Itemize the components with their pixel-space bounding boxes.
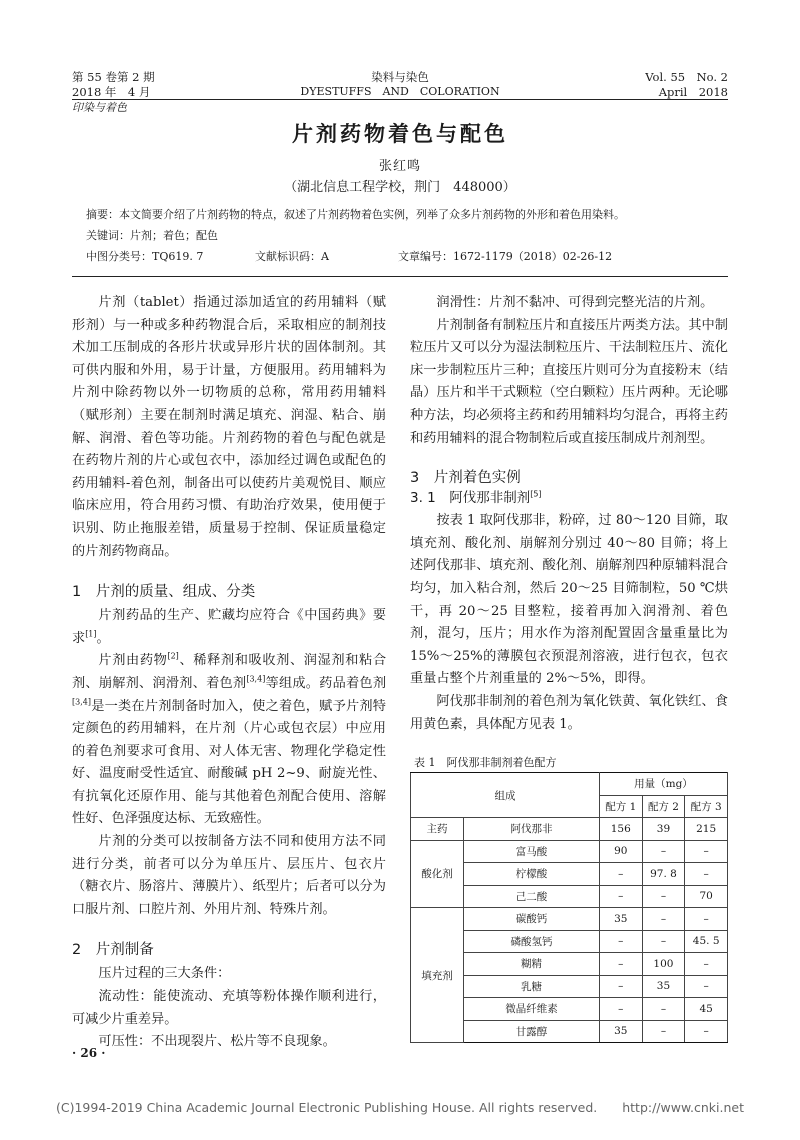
affiliation: （湖北信息工程学校，荆门 448000） [284, 180, 516, 195]
journal-name-cn: 染料与染色 [371, 70, 429, 84]
table-cell: 35 [599, 1020, 642, 1043]
table-cell: – [642, 998, 685, 1021]
table-header-formula: 配方 3 [685, 795, 728, 818]
table-cell: – [685, 863, 728, 886]
table-cell: 215 [685, 818, 728, 841]
right-column [410, 292, 728, 736]
table-cell: 39 [642, 818, 685, 841]
table-1-caption: 表 1 阿伐那非制剂着色配方 [414, 756, 557, 769]
issue-date: 2018 年 4 月 [72, 85, 151, 99]
table-ingredient: 甘露醇 [464, 1020, 600, 1043]
table-cell: – [685, 1020, 728, 1043]
issue-date-en: April 2018 [658, 85, 728, 99]
section-1-paragraph-1: 片剂药品的生产、贮藏均应符合《中国药典》要求[1]。 [72, 608, 386, 646]
table-category: 酸化剂 [411, 840, 464, 908]
table-cell: 35 [599, 908, 642, 931]
abstract: 摘要：本文简要介绍了片剂药物的特点，叙述了片剂药物着色实例，列举了众多片剂药物的外形和着色用染料。 [86, 208, 625, 221]
table-header-formula: 配方 1 [599, 795, 642, 818]
header-rule [72, 99, 728, 100]
table-cell: – [685, 908, 728, 931]
table-row [411, 908, 728, 931]
table-header-composition: 组成 [411, 773, 600, 818]
table-cell: – [642, 885, 685, 908]
table-header-formula: 配方 2 [642, 795, 685, 818]
table-cell: 45 [685, 998, 728, 1021]
table-row [411, 840, 728, 863]
table-ingredient: 柠檬酸 [464, 863, 600, 886]
table-cell: – [599, 930, 642, 953]
citation: [1] [85, 629, 97, 639]
table-cell: – [599, 885, 642, 908]
table-ingredient: 碳酸钙 [464, 908, 600, 931]
section-1-paragraph-2: 片剂由药物[2]、稀释剂和吸收剂、润湿剂和粘合剂、崩解剂、润滑剂、着色剂[3,4]等组成。药品着色剂[3,4]是一类在片剂制备时加入，使之着色，赋予片剂特定颜色的药用辅料，在片剂（片心或包衣层）中应用的着色剂要求可食用、对人体无害、物理化学稳定性好、温度耐受性适宜、耐酸碱 pH 2~9、耐旋光性、有抗氧化还原作用、能与其他着色剂配合使用、溶解性好、色泽强度达标、无致癌性。 [72, 651, 387, 827]
column-name: 印染与着色 [72, 101, 127, 114]
clc-number: 中图分类号：TQ619. 7 [86, 250, 204, 263]
intro-paragraph: 片剂（tablet）指通过添加适宜的药用辅料（赋形剂）与一种或多种药物混合后，采取相应的制剂技术加工压制成的各形片状或异形片状的固体制剂。其可供内服和外用，易于计量，方便服用。药用辅料为片剂中除药物以外一切物质的总称，常用药用辅料（赋形剂）主要在制剂时满足填充、润湿、粘合、崩解、润滑、着色等功能。片剂药物的着色与配色就是在药物片剂的片心或包衣中，添加经过调色或配色的药用辅料-着色剂，制备出可以使药片美观悦目、顺应临床应用，符合用药习惯、有助治疗效果，使用便于识别、防止拖服差错，质量易于控制、保证质量稳定的片剂药物商品。 [72, 295, 386, 559]
table-cell: – [685, 975, 728, 998]
table-cell: – [685, 840, 728, 863]
left-column [72, 292, 386, 1054]
table-category: 填充剂 [411, 908, 464, 1043]
table-cell: – [599, 953, 642, 976]
table-cell: – [599, 975, 642, 998]
table-1 [410, 772, 728, 1043]
lubricity-paragraph: 润滑性：片剂不黏冲、可得到完整光洁的片剂。 [436, 295, 714, 310]
document-code: 文献标识码：A [255, 250, 329, 263]
section-3-1-heading: 3. 1 阿伐那非制剂[5] [410, 489, 542, 507]
citation: [5] [530, 489, 542, 499]
preparation-paragraph: 片剂制备有制粒压片和直接压片两类方法。其中制粒压片又可以分为湿法制粒压片、干法制粒压片、流化床一步制粒压片三种；直接压片则可分为直接粉末（结晶）压片和半干式颗粒（空白颗粒）压片两种。无论哪种方法，均必须将主药和药用辅料均匀混合，再将主药和药用辅料的混合物制粒后或直接压制成片剂剂型。 [410, 317, 728, 446]
table-cell: – [642, 930, 685, 953]
citation: [3,4] [72, 697, 91, 707]
table-cell: – [685, 953, 728, 976]
table-header-amount: 用量（mg） [599, 773, 727, 796]
table-cell: 70 [685, 885, 728, 908]
section-2-paragraph-1: 压片过程的三大条件： [98, 966, 231, 982]
table-cell: 97. 8 [642, 863, 685, 886]
table-category: 主药 [411, 818, 464, 841]
table-cell: – [642, 840, 685, 863]
copyright-footer: (C)1994-2019 China Academic Journal Electronic Publishing House. All rights reserved. http://www.cnki.net [55, 1100, 745, 1115]
journal-name-en: DYESTUFFS AND COLORATION [300, 85, 500, 98]
table-cell: 45. 5 [685, 930, 728, 953]
article-title: 片剂药物着色与配色 [292, 121, 508, 146]
table-cell: 100 [642, 953, 685, 976]
table-ingredient: 微晶纤维素 [464, 998, 600, 1021]
section-3-1-paragraph-2: 阿伐那非制剂的着色剂为氧化铁黄、氧化铁红、食用黄色素，具体配方见表 1。 [410, 693, 728, 732]
table-row [411, 818, 728, 841]
table-cell: 35 [642, 975, 685, 998]
article-number: 文章编号：1672-1179（2018）02-26-12 [398, 250, 613, 263]
volume-issue-en: Vol. 55 No. 2 [645, 70, 728, 84]
table-ingredient: 乳糖 [464, 975, 600, 998]
table-cell: 90 [599, 840, 642, 863]
table-cell: 156 [599, 818, 642, 841]
abstract-rule [72, 276, 728, 277]
table-cell: – [642, 908, 685, 931]
table-cell: – [642, 1020, 685, 1043]
table-ingredient: 己二酸 [464, 885, 600, 908]
section-2-heading: 2 片剂制备 [72, 942, 154, 959]
keywords: 关键词：片剂；着色；配色 [86, 229, 218, 242]
section-3-1-paragraph-1: 按表 1 取阿伐那非，粉碎，过 80～120 目筛，取填充剂、酸化剂、崩解剂分别过 40～80 目筛；将上述阿伐那非、填充剂、酸化剂、崩解剂四种原辅料混合均匀，加入粘合剂，然后 20～25 目筛制粒，50 ℃烘干，再 20～25 目整粒，接着再加入润滑剂、着色剂，混匀，压片；用水作为溶剂配置固含量重量比为 15%～25%的薄膜包衣预混剂溶液，进行包衣，包衣重量占整个片剂重量的 2%～5%，即得。 [410, 513, 728, 687]
volume-issue: 第 55 卷第 2 期 [72, 70, 155, 84]
section-2-paragraph-2: 流动性：能使流动、充填等粉体操作顺利进行，可减少片重差异。 [72, 989, 386, 1027]
table-ingredient: 富马酸 [464, 840, 600, 863]
citation: [2] [167, 651, 179, 661]
page-number: · 26 · [72, 1046, 106, 1060]
table-ingredient: 糊精 [464, 953, 600, 976]
section-1-heading: 1 片剂的质量、组成、分类 [72, 584, 256, 601]
citation: [3,4] [246, 674, 266, 684]
section-3-heading: 3 片剂着色实例 [410, 470, 521, 487]
table-cell: – [599, 863, 642, 886]
section-2-paragraph-3: 可压性：不出现裂片、松片等不良现象。 [98, 1034, 336, 1050]
table-ingredient: 阿伐那非 [464, 818, 600, 841]
section-1-paragraph-3: 片剂的分类可以按制备方法不同和使用方法不同进行分类，前者可以分为单压片、层压片、包衣片（糖衣片、肠溶片、薄膜片）、纸型片；后者可以分为口服片剂、口腔片剂、外用片剂、特殊片剂。 [72, 834, 386, 917]
table-ingredient: 磷酸氢钙 [464, 930, 600, 953]
table-cell: – [599, 998, 642, 1021]
author: 张红鸣 [378, 159, 421, 174]
